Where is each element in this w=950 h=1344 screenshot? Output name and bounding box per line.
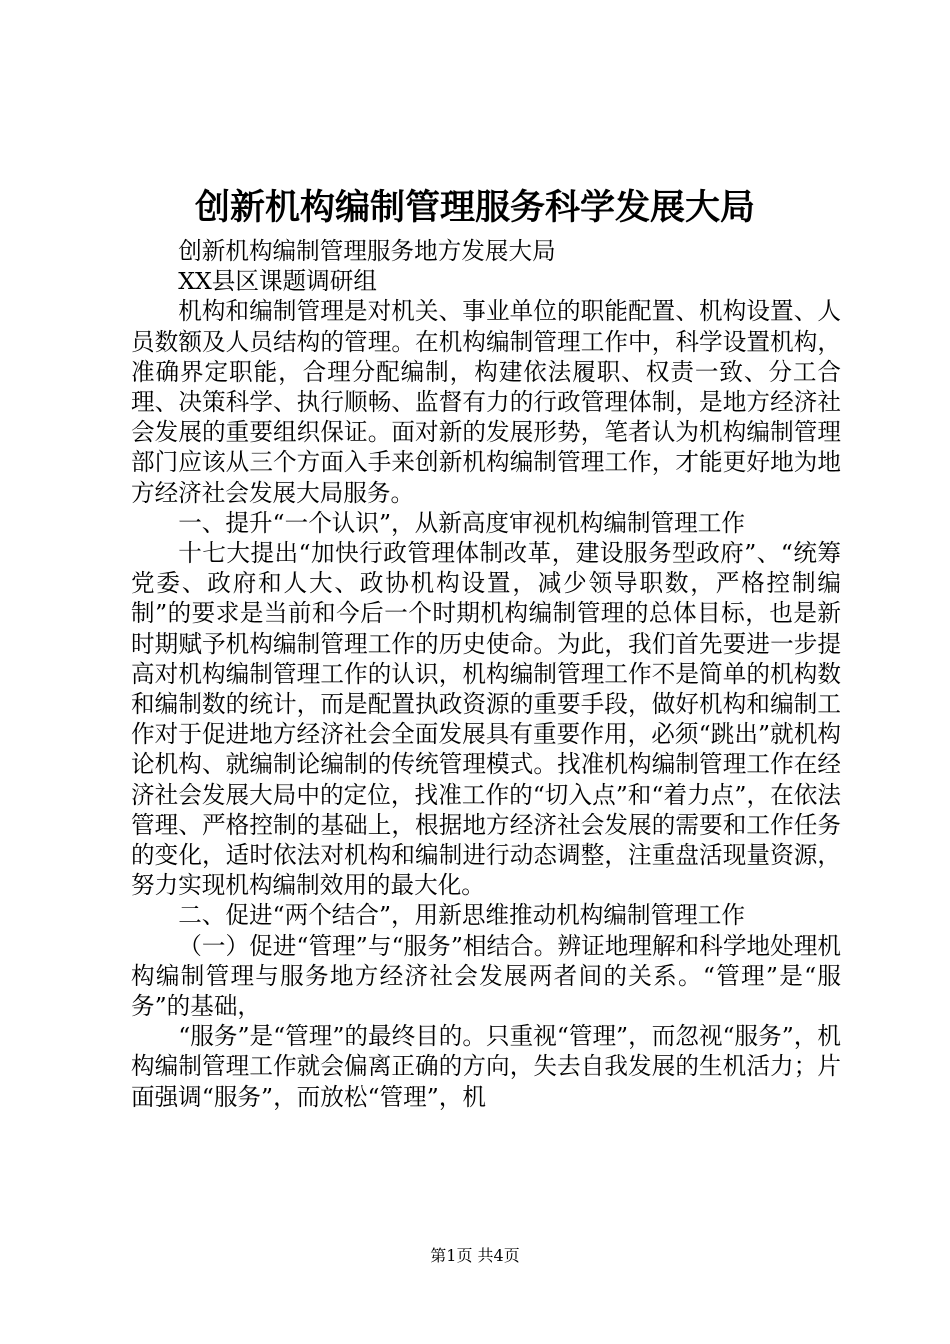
section-heading-2: 二、促进“两个结合”，用新思维推动机构编制管理工作 xyxy=(178,901,745,930)
document-body xyxy=(131,236,841,1112)
author-paragraph: XX县区课题调研组 xyxy=(178,267,377,296)
subtitle-paragraph: 创新机构编制管理服务地方发展大局 xyxy=(178,237,556,265)
intro-paragraph: 机构和编制管理是对机关、事业单位的职能配置、机构设置、人员数额及人员结构的管理。在机构编制管理工作中，科学设置机构，准确界定职能，合理分配编制，构建依法履职、权责一致、分工合理、决策科学、执行顺畅、监督有力的行政管理体制，是地方经济社会发展的重要组织保证。面对新的发展形势，笔者认为机构编制管理部门应该从三个方面入手来创新机构编制管理工作，才能更好地为地方经济社会发展大局服务。 xyxy=(131,297,841,507)
section-2-paragraph-2: “服务”是“管理”的最终目的。只重视“管理”，而忽视“服务”，机构编制管理工作就会偏离正确的方向，失去自我发展的生机活力；片面强调“服务”，而放松“管理”，机 xyxy=(131,1022,841,1111)
document-title: 创新机构编制管理服务科学发展大局 xyxy=(194,188,755,228)
page-footer: 第1页 共4页 xyxy=(430,1246,520,1265)
section-1-paragraph: 十七大提出“加快行政管理体制改革，建设服务型政府”、“统筹党委、政府和人大、政协机构设置，减少领导职数，严格控制编制”的要求是当前和今后一个时期机构编制管理的总体目标，也是新时期赋予机构编制管理工作的历史使命。为此，我们首先要进一步提高对机构编制管理工作的认识，机构编制管理工作不是简单的机构数和编制数的统计，而是配置执政资源的重要手段，做好机构和编制工作对于促进地方经济社会全面发展具有重要作用，必须“跳出”就机构论机构、就编制论编制的传统管理模式。找准机构编制管理工作在经济社会发展大局中的定位，找准工作的“切入点”和“着力点”，在依法管理、严格控制的基础上，根据地方经济社会发展的需要和工作任务的变化，适时依法对机构和编制进行动态调整，注重盘活现量资源，努力实现机构编制效用的最大化。 xyxy=(131,539,841,900)
section-heading-1: 一、提升“一个认识”，从新高度审视机构编制管理工作 xyxy=(178,508,745,537)
section-2-paragraph-1: （一）促进“管理”与“服务”相结合。辨证地理解和科学地处理机构编制管理与服务地方经济社会发展两者间的关系。“管理”是“服务”的基础， xyxy=(131,931,841,1021)
